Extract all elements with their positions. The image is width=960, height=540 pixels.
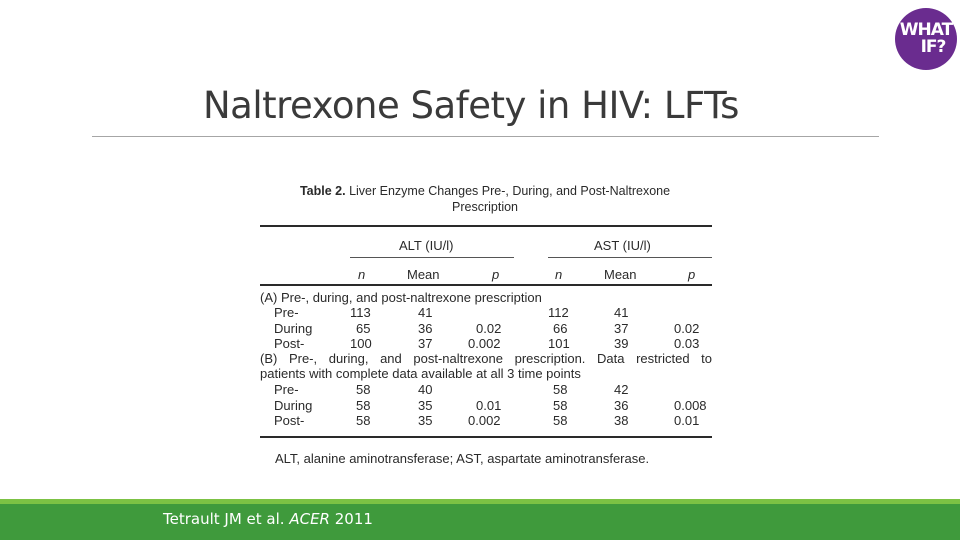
- row-a2-alt-mean: 36: [418, 321, 433, 336]
- alt-mean-header: Mean: [407, 267, 440, 282]
- row-b2-alt-n: 58: [356, 398, 371, 413]
- row-a3-alt-n: 100: [350, 336, 372, 351]
- row-a3-alt-mean: 37: [418, 336, 433, 351]
- row-a1-ast-mean: 41: [614, 305, 629, 320]
- alt-p-header: p: [492, 267, 500, 282]
- table-caption-line-2: Prescription: [452, 200, 518, 214]
- row-b2-alt-p: 0.01: [476, 398, 502, 413]
- row-b1-alt-mean: 40: [418, 382, 433, 397]
- footer-accent-strip: [0, 499, 960, 504]
- row-a3-ast-mean: 39: [614, 336, 629, 351]
- table-caption-line-1: [258, 183, 712, 199]
- table-caption-text: Liver Enzyme Changes Pre-, During, and Post-Naltrexone: [349, 184, 671, 198]
- row-a1-alt-n: 113: [350, 305, 371, 320]
- alt-group-rule: [350, 257, 514, 258]
- logo-line-1: WHAT: [899, 20, 953, 40]
- row-b1-ast-n: 58: [553, 382, 568, 397]
- title-divider: [92, 136, 879, 137]
- row-a1-alt-mean: 41: [418, 305, 433, 320]
- row-b3-alt-mean: 35: [418, 413, 433, 428]
- row-b2-ast-n: 58: [553, 398, 568, 413]
- row-b2-ast-mean: 36: [614, 398, 629, 413]
- row-a2-ast-n: 66: [553, 321, 568, 336]
- table-figure: [258, 183, 712, 467]
- row-b3-ast-p: 0.01: [674, 413, 700, 428]
- row-a2-label: During: [274, 321, 313, 336]
- table-header-rule: [260, 284, 712, 286]
- ast-group-header: AST (IU/l): [594, 238, 651, 253]
- section-b-heading-line-2: patients with complete data available at all 3 time points: [260, 366, 581, 381]
- section-b-heading-line-1: (B) Pre-, during, and post-naltrexone prescription. Data restricted to: [260, 351, 712, 366]
- table-footnote: ALT, alanine aminotransferase; AST, aspartate aminotransferase.: [275, 451, 650, 466]
- row-a2-ast-p: 0.02: [674, 321, 700, 336]
- ast-n-header: n: [555, 267, 563, 282]
- logo-line-2: IF?: [920, 37, 946, 57]
- table-top-rule: [260, 225, 712, 227]
- row-b2-ast-p: 0.008: [674, 398, 707, 413]
- row-b1-label: Pre-: [274, 382, 299, 397]
- row-b3-alt-n: 58: [356, 413, 371, 428]
- row-a3-ast-n: 101: [548, 336, 570, 351]
- row-b2-alt-mean: 35: [418, 398, 433, 413]
- section-a-heading: (A) Pre-, during, and post-naltrexone prescription: [260, 290, 542, 305]
- what-if-logo: [895, 8, 957, 70]
- table-bottom-rule: [260, 436, 712, 438]
- row-a2-ast-mean: 37: [614, 321, 629, 336]
- row-b3-alt-p: 0.002: [468, 413, 501, 428]
- row-a2-alt-p: 0.02: [476, 321, 502, 336]
- row-a3-alt-p: 0.002: [468, 336, 501, 351]
- row-b1-ast-mean: 42: [614, 382, 629, 397]
- row-b3-label: Post-: [274, 413, 305, 428]
- row-b2-label: During: [274, 398, 313, 413]
- row-a3-ast-p: 0.03: [674, 336, 700, 351]
- footer-bar: [0, 499, 960, 540]
- ast-p-header: p: [688, 267, 696, 282]
- citation-journal: ACER: [289, 510, 330, 528]
- slide-title: Naltrexone Safety in HIV: LFTs: [203, 84, 739, 127]
- row-b1-alt-n: 58: [356, 382, 371, 397]
- row-a2-alt-n: 65: [356, 321, 371, 336]
- citation: [163, 510, 373, 528]
- ast-group-rule: [548, 257, 712, 258]
- table-caption-label: Table 2.: [299, 184, 346, 198]
- row-b3-ast-mean: 38: [614, 413, 629, 428]
- citation-authors: Tetrault JM et al.: [163, 510, 285, 528]
- row-a3-label: Post-: [274, 336, 305, 351]
- row-b3-ast-n: 58: [553, 413, 568, 428]
- citation-year: 2011: [334, 510, 373, 528]
- alt-group-header: ALT (IU/l): [399, 238, 454, 253]
- alt-n-header: n: [358, 267, 366, 282]
- row-a1-ast-n: 112: [548, 305, 569, 320]
- row-a1-label: Pre-: [274, 305, 299, 320]
- ast-mean-header: Mean: [604, 267, 637, 282]
